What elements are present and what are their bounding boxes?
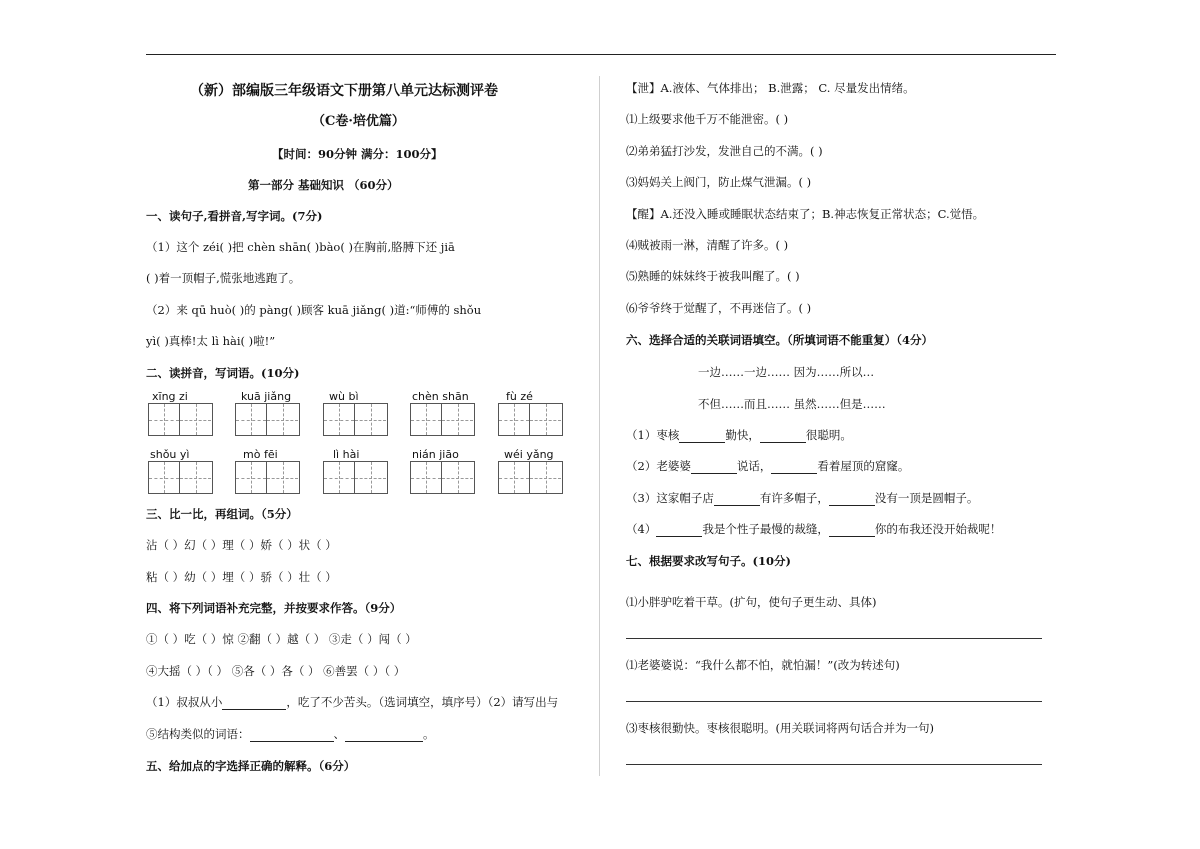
section-2-title: 二、读拼音，写词语。(10分)	[146, 366, 300, 380]
writing-cell[interactable]	[530, 462, 561, 493]
page-title: （新）部编版三年级语文下册第八单元达标测评卷	[190, 83, 498, 99]
top-rule	[146, 54, 1056, 55]
writing-cell[interactable]	[267, 404, 298, 435]
writing-cell[interactable]	[324, 462, 355, 493]
s7-q2: ⑴老婆婆说：“我什么都不怕，就怕漏！”(改为转述句)	[626, 658, 900, 672]
fill-blank[interactable]	[345, 727, 423, 742]
s4-line-2: ④大摇（ ）（ ） ⑤各（ ）各（ ） ⑥善罢（ ）（ ）	[146, 664, 406, 678]
section-4-title: 四、将下列词语补充完整，并按要求作答。（9分）	[146, 601, 402, 615]
s4-line-1: ①（ ）吃（ ）惊 ②翻（ ）越（ ） ③走（ ）闯（ ）	[146, 632, 417, 646]
s6-q2-a: （2）老婆婆	[626, 459, 691, 473]
s6-q1-c: 很聪明。	[805, 428, 852, 442]
writing-cell[interactable]	[267, 462, 298, 493]
fill-blank[interactable]	[760, 428, 806, 443]
xing-definition: 【醒】A.还没入睡或睡眠状态结束了；B.神志恢复正常状态；C.觉悟。	[626, 207, 985, 221]
part-heading: 第一部分 基础知识 （60分）	[248, 178, 399, 192]
xie-definition: 【泄】A.液体、气体排出； B.泄露； C. 尽量发出情绪。	[626, 81, 915, 95]
s7-q1: ⑴小胖驴吃着干草。(扩句，使句子更生动、具体)	[626, 595, 877, 609]
answer-line[interactable]	[626, 764, 1042, 765]
fill-blank[interactable]	[829, 491, 875, 506]
fill-blank[interactable]	[250, 727, 334, 742]
pinyin-label: wù bì	[329, 390, 359, 403]
s6-q4-b: 我是个性子最慢的裁缝，	[702, 522, 829, 536]
writing-cell[interactable]	[499, 462, 530, 493]
page-subtitle: （C卷·培优篇）	[312, 114, 405, 129]
pinyin-label: chèn shān	[412, 390, 469, 403]
pinyin-label: mò fēi	[243, 448, 278, 461]
writing-cell[interactable]	[499, 404, 530, 435]
fill-blank[interactable]	[829, 522, 875, 537]
section-7-title: 七、根据要求改写句子。(10分)	[626, 554, 791, 568]
section-5-title: 五、给加点的字选择正确的解释。（6分）	[146, 759, 356, 773]
pinyin-label: xīng zi	[152, 390, 188, 403]
pinyin-label: fù zé	[506, 390, 533, 403]
s6-q3-b: 有许多帽子，	[759, 491, 829, 505]
column-divider	[599, 76, 600, 776]
s1-line-4: yì( )真棒!太 lì hài( )啦!”	[146, 334, 276, 348]
s6-q3	[626, 490, 978, 506]
s4-text-e: 。	[423, 727, 435, 741]
s6-q1-a: （1）枣核	[626, 428, 680, 442]
xie-q1: ⑴上级要求他千万不能泄密。( )	[626, 112, 789, 126]
s6-q2	[626, 458, 909, 474]
s3-line-1: 沾（ ）幻（ ）理（ ）娇（ ）状（ ）	[146, 538, 337, 552]
writing-cell[interactable]	[180, 462, 211, 493]
writing-cell[interactable]	[442, 404, 473, 435]
section-3-title: 三、比一比，再组词。（5分）	[146, 507, 298, 521]
fill-blank[interactable]	[222, 695, 286, 710]
xing-q4: ⑷贼被雨一淋，清醒了许多。( )	[626, 238, 789, 252]
s6-q4-a: （4）	[626, 522, 657, 536]
s6-options-2: 不但……而且…… 虽然……但是……	[698, 397, 886, 411]
writing-cell[interactable]	[236, 404, 267, 435]
fill-blank[interactable]	[714, 491, 760, 506]
writing-cell[interactable]	[324, 404, 355, 435]
pinyin-label: kuā jiǎng	[241, 390, 292, 403]
s4-line-3	[146, 694, 558, 710]
s7-q3: ⑶枣核很勤快。枣核很聪明。(用关联词将两句话合并为一句)	[626, 721, 934, 735]
writing-cell[interactable]	[411, 404, 442, 435]
section-6-title: 六、选择合适的关联词语填空。（所填词语不能重复）（4分）	[626, 333, 933, 347]
writing-cell[interactable]	[442, 462, 473, 493]
s6-q3-c: 没有一顶是圆帽子。	[874, 491, 979, 505]
xing-q6: ⑹爷爷终于觉醒了，不再迷信了。( )	[626, 301, 812, 315]
s6-q4-c: 你的布我还没开始裁呢！	[874, 522, 1002, 536]
writing-cell[interactable]	[411, 462, 442, 493]
answer-line[interactable]	[626, 638, 1042, 639]
s1-line-3: （2）来 qū huò( )的 pàng( )顾客 kuā jiǎng( )道:“师傅的 shǒu	[146, 303, 482, 317]
s3-line-2: 粘（ ）幼（ ）埋（ ）骄（ ）壮（ ）	[146, 570, 337, 584]
writing-cell[interactable]	[149, 404, 180, 435]
xie-q2: ⑵弟弟猛打沙发，发泄自己的不满。( )	[626, 144, 823, 158]
pinyin-label: wéi yǎng	[504, 448, 554, 461]
writing-cell[interactable]	[236, 462, 267, 493]
s6-options-1: 一边……一边…… 因为……所以…	[698, 365, 875, 379]
section-1-title: 一、读句子,看拼音,写字词。(7分)	[146, 209, 323, 223]
s1-line-1: （1）这个 zéi( )把 chèn shān( )bào( )在胸前,胳膊下还 jiā	[146, 240, 455, 254]
s1-line-2: ( )着一顶帽子,慌张地逃跑了。	[146, 271, 301, 285]
s4-line-4	[146, 726, 435, 742]
fill-blank[interactable]	[771, 459, 817, 474]
xing-q5: ⑸熟睡的妹妹终于被我叫醒了。( )	[626, 269, 800, 283]
time-info: 【时间：90分钟 满分：100分】	[272, 147, 443, 161]
s6-q2-c: 看着屋顶的窟窿。	[817, 459, 910, 473]
s6-q3-a: （3）这家帽子店	[626, 491, 714, 505]
s6-q2-b: 说话，	[736, 459, 772, 473]
answer-line[interactable]	[626, 701, 1042, 702]
s4-text-a: （1）叔叔从小	[146, 695, 223, 709]
writing-cell[interactable]	[355, 462, 386, 493]
writing-cell[interactable]	[180, 404, 211, 435]
s4-text-c: ⑤结构类似的词语：	[146, 727, 250, 741]
s4-text-b: ，吃了不少苦头。（选词填空，填序号）（2）请写出与	[286, 695, 559, 709]
s6-q4	[626, 521, 1001, 537]
s6-q1	[626, 427, 852, 443]
xie-q3: ⑶妈妈关上阀门，防止煤气泄漏。( )	[626, 175, 812, 189]
writing-cell[interactable]	[530, 404, 561, 435]
fill-blank[interactable]	[656, 522, 702, 537]
fill-blank[interactable]	[691, 459, 737, 474]
pinyin-label: lì hài	[333, 448, 360, 461]
writing-cell[interactable]	[149, 462, 180, 493]
writing-cell[interactable]	[355, 404, 386, 435]
s4-text-d: 、	[333, 727, 345, 741]
pinyin-label: shǒu yì	[150, 448, 190, 461]
s6-q1-b: 勤快，	[725, 428, 760, 442]
pinyin-label: nián jiāo	[412, 448, 459, 461]
fill-blank[interactable]	[679, 428, 725, 443]
